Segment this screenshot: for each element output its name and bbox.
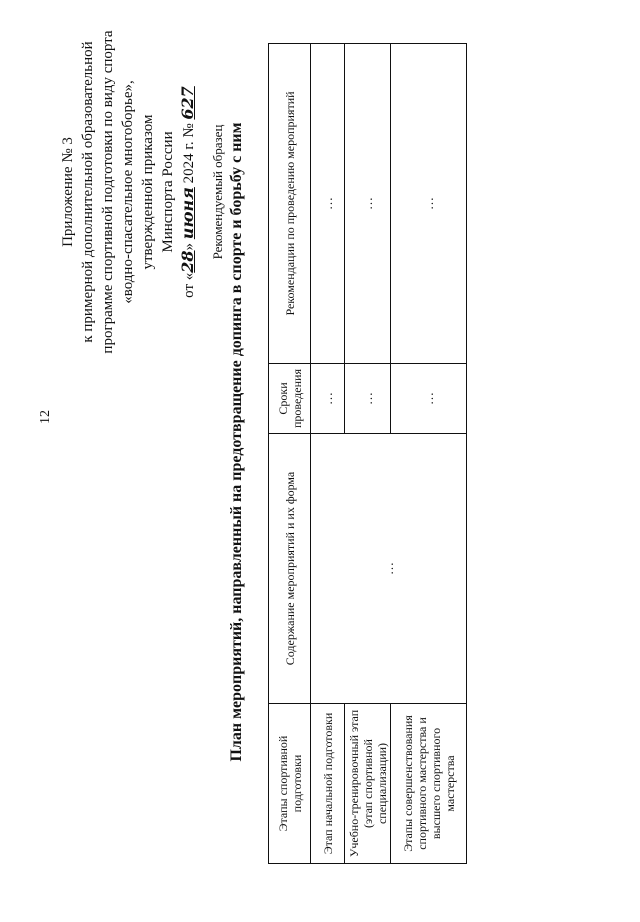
date-prefix: от « <box>181 272 197 298</box>
row-stage: Этапы совершенствования спортивного мастерства и высшего спортивного мастерства <box>391 704 467 864</box>
row-recommendations: … <box>391 44 467 364</box>
date-month: июня <box>178 187 197 240</box>
appendix-date-line <box>178 22 199 362</box>
appendix-line: Минспорта России <box>160 131 176 253</box>
appendix-title: Приложение № 3 <box>60 137 76 247</box>
row-recommendations: … <box>345 44 391 364</box>
header-content: Содержание мероприятий и их форма <box>269 434 311 704</box>
header-recommendations: Рекомендации по проведению мероприятий <box>269 44 311 364</box>
row-dates: … <box>391 364 467 434</box>
date-quote: » <box>181 242 197 251</box>
row-stage: Этап начальной подготовки <box>311 704 345 864</box>
plan-table <box>268 43 467 864</box>
order-number: 627 <box>178 86 197 120</box>
table-header-row <box>269 44 311 864</box>
header-dates: Сроки проведения <box>269 364 311 434</box>
appendix-block <box>58 22 199 362</box>
appendix-line: «водно-спасательное многоборье», <box>120 80 136 304</box>
appendix-line: программе спортивной подготовки по виду спорта <box>100 30 116 354</box>
row-dates: … <box>345 364 391 434</box>
table-row <box>311 44 345 864</box>
document-title: План мероприятий, направленный на предотвращение допинга в спорте и борьбу с ним <box>228 122 245 762</box>
row-stage: Учебно-тренировочный этап (этап спортивной специализации) <box>345 704 391 864</box>
page-number: 12 <box>38 410 53 424</box>
sample-label: Рекомендуемый образец <box>210 124 225 260</box>
row-content: … <box>311 434 467 704</box>
row-dates: … <box>311 364 345 434</box>
date-year: 2024 г. № <box>181 123 197 184</box>
row-recommendations: … <box>311 44 345 364</box>
date-day: 28 <box>178 250 197 273</box>
appendix-line: утвержденной приказом <box>140 114 156 270</box>
appendix-line: к примерной дополнительной образовательной <box>80 41 96 343</box>
header-stage: Этапы спортивной подготовки <box>269 704 311 864</box>
